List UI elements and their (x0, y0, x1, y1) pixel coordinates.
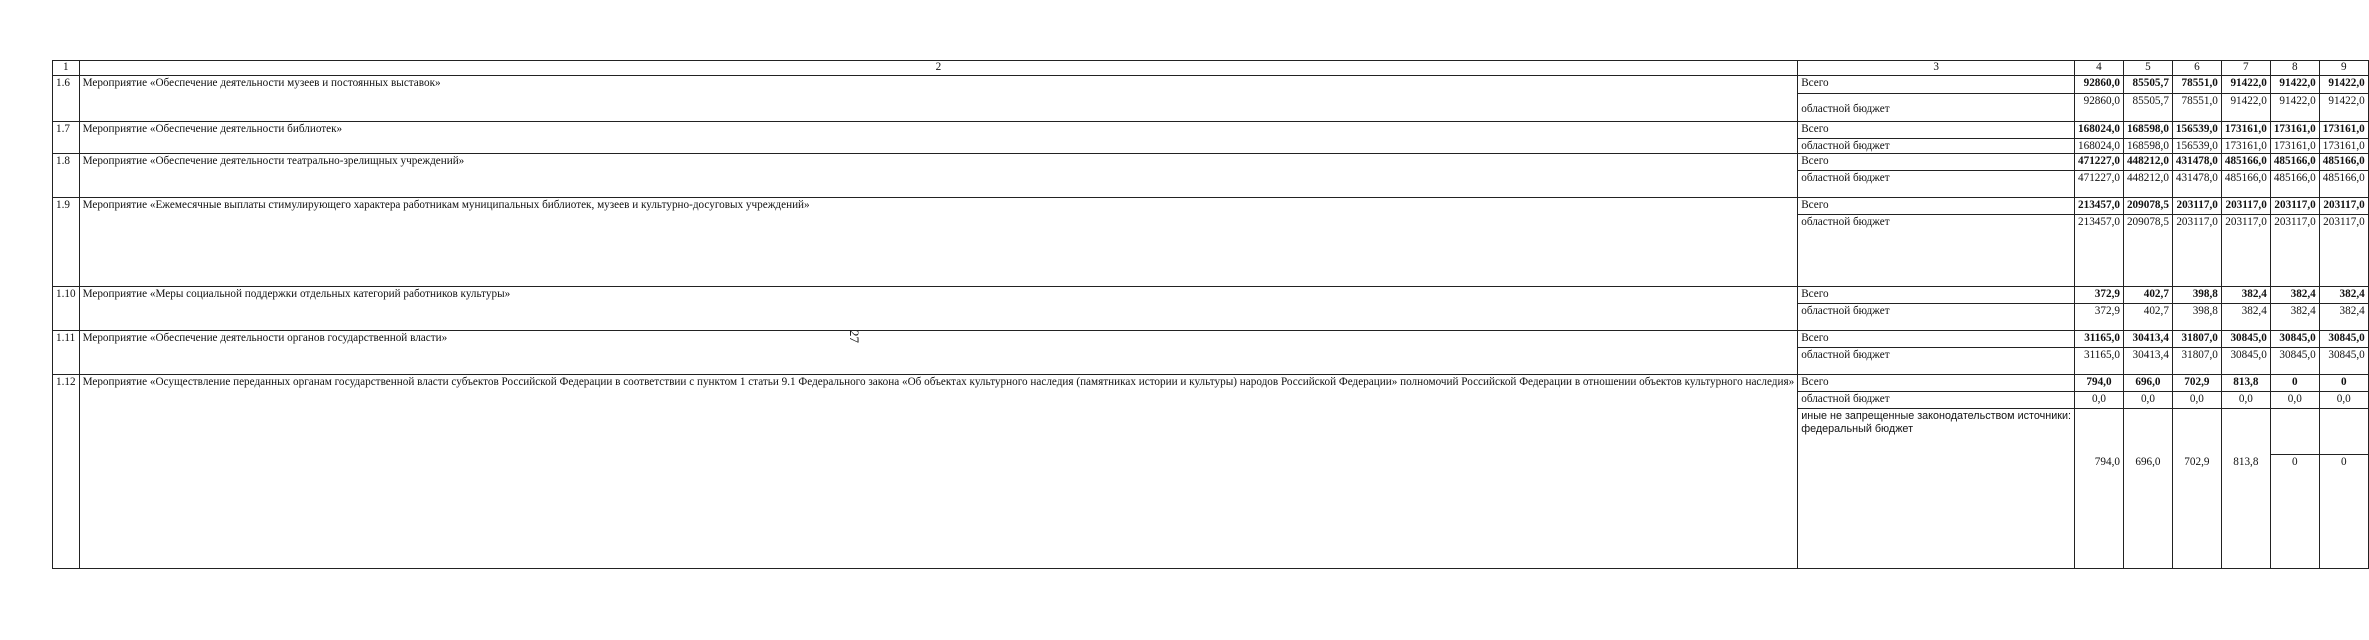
header-cell: 5 (2123, 61, 2172, 76)
source-regional: областной бюджет (1798, 392, 2075, 409)
value-cell: 0 (2319, 375, 2368, 392)
value-cell: 168598,0 (2123, 122, 2172, 139)
value-cell: 78551,0 (2172, 94, 2221, 122)
value-cell: 448212,0 (2123, 171, 2172, 198)
value-cell: 168024,0 (2075, 122, 2124, 139)
value-cell: 91422,0 (2319, 94, 2368, 122)
value-cell: 91422,0 (2270, 94, 2319, 122)
empty-cell (2270, 409, 2319, 455)
value-cell: 696,0 (2123, 375, 2172, 392)
header-cell: 1 (53, 61, 80, 76)
table-row (53, 154, 2369, 171)
value-cell: 382,4 (2270, 304, 2319, 331)
value-cell: 794,0 (2075, 409, 2124, 569)
header-cell: 2 (79, 61, 1798, 76)
measure-name: Мероприятие «Обеспечение деятельности органов государственной власти» (79, 331, 1798, 375)
source-total: Всего (1798, 198, 2075, 215)
value-cell: 485166,0 (2319, 154, 2368, 171)
measure-name: Мероприятие «Обеспечение деятельности музеев и постоянных выставок» (79, 76, 1798, 122)
value-cell: 31807,0 (2172, 331, 2221, 348)
value-cell: 0,0 (2172, 392, 2221, 409)
value-cell: 448212,0 (2123, 154, 2172, 171)
value-cell: 485166,0 (2221, 171, 2270, 198)
value-cell: 156539,0 (2172, 139, 2221, 154)
value-cell: 209078,5 (2123, 215, 2172, 287)
source-regional: областной бюджет (1798, 171, 2075, 198)
header-row (53, 61, 2369, 76)
value-cell: 471227,0 (2075, 154, 2124, 171)
value-cell: 203117,0 (2270, 215, 2319, 287)
measure-name: Мероприятие «Обеспечение деятельности библиотек» (79, 122, 1798, 154)
value-cell: 30845,0 (2270, 348, 2319, 375)
value-cell: 0,0 (2270, 392, 2319, 409)
value-cell: 702,9 (2172, 409, 2221, 569)
value-cell: 485166,0 (2270, 171, 2319, 198)
value-cell: 173161,0 (2221, 139, 2270, 154)
value-cell: 30845,0 (2221, 348, 2270, 375)
value-cell: 398,8 (2172, 287, 2221, 304)
value-cell: 30413,4 (2123, 331, 2172, 348)
measure-name: Мероприятие «Осуществление переданных органам государственной власти субъектов Российской Федерации в соответствии с пунктом 1 статьи 9.1 Федерального закона «Об объектах культурного наследия (памятниках истории и культуры) народов Российской Федерации» полномочий Российской Федерации в отношении объектов культурного наследия» (79, 375, 1798, 569)
source-regional: областной бюджет (1798, 94, 2075, 122)
value-cell: 203117,0 (2172, 198, 2221, 215)
value-cell: 173161,0 (2319, 122, 2368, 139)
header-cell: 6 (2172, 61, 2221, 76)
value-cell: 485166,0 (2319, 171, 2368, 198)
value-cell: 213457,0 (2075, 215, 2124, 287)
value-cell: 31165,0 (2075, 348, 2124, 375)
value-cell: 91422,0 (2270, 76, 2319, 94)
value-cell: 382,4 (2319, 304, 2368, 331)
value-cell: 203117,0 (2221, 215, 2270, 287)
value-cell: 91422,0 (2221, 94, 2270, 122)
table-row (53, 287, 2369, 304)
source-total: Всего (1798, 122, 2075, 139)
measure-name: Мероприятие «Ежемесячные выплаты стимулирующего характера работникам муниципальных библиотек, музеев и культурно-досуговых учреждений» (79, 198, 1798, 287)
value-cell: 0,0 (2319, 392, 2368, 409)
value-cell: 203117,0 (2319, 198, 2368, 215)
header-cell: 8 (2270, 61, 2319, 76)
measure-name: Мероприятие «Меры социальной поддержки отдельных категорий работников культуры» (79, 287, 1798, 331)
row-number: 1.11 (53, 331, 80, 375)
row-number: 1.10 (53, 287, 80, 331)
value-cell: 173161,0 (2270, 122, 2319, 139)
value-cell: 31807,0 (2172, 348, 2221, 375)
value-cell: 30845,0 (2270, 331, 2319, 348)
value-cell: 0 (2270, 375, 2319, 392)
value-cell: 398,8 (2172, 304, 2221, 331)
value-cell: 0 (2270, 455, 2319, 569)
header-cell: 9 (2319, 61, 2368, 76)
row-number: 1.8 (53, 154, 80, 198)
value-cell: 813,8 (2221, 375, 2270, 392)
table-row (53, 375, 2369, 392)
header-cell: 3 (1798, 61, 2075, 76)
value-cell: 0 (2319, 455, 2368, 569)
value-cell: 156539,0 (2172, 122, 2221, 139)
budget-table (52, 60, 2369, 569)
value-cell: 203117,0 (2319, 215, 2368, 287)
value-cell: 696,0 (2123, 409, 2172, 569)
measure-name: Мероприятие «Обеспечение деятельности театрально-зрелищных учреждений» (79, 154, 1798, 198)
value-cell: 91422,0 (2221, 76, 2270, 94)
value-cell: 31165,0 (2075, 331, 2124, 348)
value-cell: 92860,0 (2075, 94, 2124, 122)
value-cell: 30845,0 (2319, 348, 2368, 375)
value-cell: 471227,0 (2075, 171, 2124, 198)
value-cell: 173161,0 (2221, 122, 2270, 139)
row-number: 1.7 (53, 122, 80, 154)
value-cell: 168024,0 (2075, 139, 2124, 154)
value-cell: 0,0 (2221, 392, 2270, 409)
value-cell: 203117,0 (2172, 215, 2221, 287)
value-cell: 382,4 (2270, 287, 2319, 304)
value-cell: 372,9 (2075, 304, 2124, 331)
source-other-federal (1798, 409, 2075, 569)
value-cell: 382,4 (2319, 287, 2368, 304)
value-cell: 209078,5 (2123, 198, 2172, 215)
value-cell: 382,4 (2221, 304, 2270, 331)
table-body (53, 61, 2369, 569)
value-cell: 168598,0 (2123, 139, 2172, 154)
page-number: 27 (847, 330, 862, 343)
value-cell: 173161,0 (2270, 139, 2319, 154)
value-cell: 85505,7 (2123, 76, 2172, 94)
value-cell: 203117,0 (2221, 198, 2270, 215)
value-cell: 30845,0 (2319, 331, 2368, 348)
value-cell: 431478,0 (2172, 154, 2221, 171)
value-cell: 78551,0 (2172, 76, 2221, 94)
row-number: 1.6 (53, 76, 80, 122)
source-total: Всего (1798, 76, 2075, 94)
value-cell: 30845,0 (2221, 331, 2270, 348)
value-cell: 213457,0 (2075, 198, 2124, 215)
value-cell: 485166,0 (2270, 154, 2319, 171)
value-cell: 173161,0 (2319, 139, 2368, 154)
header-cell: 7 (2221, 61, 2270, 76)
row-number: 1.9 (53, 198, 80, 287)
source-regional: областной бюджет (1798, 348, 2075, 375)
table-row (53, 76, 2369, 94)
value-cell: 85505,7 (2123, 94, 2172, 122)
source-regional: областной бюджет (1798, 139, 2075, 154)
empty-cell (2319, 409, 2368, 455)
value-cell: 485166,0 (2221, 154, 2270, 171)
value-cell: 0,0 (2123, 392, 2172, 409)
value-cell: 372,9 (2075, 287, 2124, 304)
source-total: Всего (1798, 154, 2075, 171)
source-regional: областной бюджет (1798, 304, 2075, 331)
value-cell: 91422,0 (2319, 76, 2368, 94)
value-cell: 813,8 (2221, 409, 2270, 569)
value-cell: 794,0 (2075, 375, 2124, 392)
header-cell: 4 (2075, 61, 2124, 76)
source-federal-label: федеральный бюджет (1801, 423, 1914, 435)
source-total: Всего (1798, 375, 2075, 392)
value-cell: 30413,4 (2123, 348, 2172, 375)
value-cell: 382,4 (2221, 287, 2270, 304)
source-total: Всего (1798, 287, 2075, 304)
value-cell: 402,7 (2123, 287, 2172, 304)
table-row (53, 122, 2369, 139)
value-cell: 92860,0 (2075, 76, 2124, 94)
value-cell: 431478,0 (2172, 171, 2221, 198)
value-cell: 702,9 (2172, 375, 2221, 392)
value-cell: 402,7 (2123, 304, 2172, 331)
table-row (53, 331, 2369, 348)
value-cell: 203117,0 (2270, 198, 2319, 215)
source-regional: областной бюджет (1798, 215, 2075, 287)
value-cell: 0,0 (2075, 392, 2124, 409)
row-number: 1.12 (53, 375, 80, 569)
source-total: Всего (1798, 331, 2075, 348)
source-other-label: иные не запрещенные законодательством источники: (1801, 410, 2071, 422)
table-row (53, 198, 2369, 215)
